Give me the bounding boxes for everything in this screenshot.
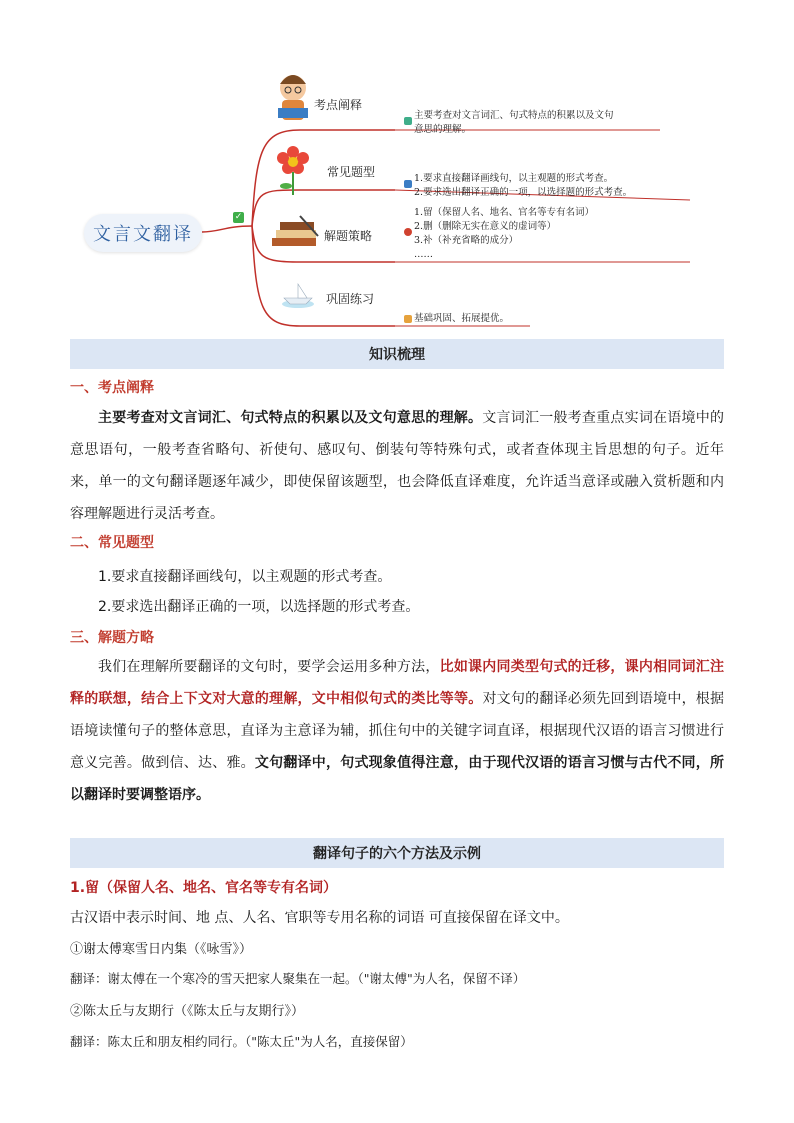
heading-celue: 三、解题方略 <box>70 630 154 646</box>
section-title-bar: 知识梳理 <box>70 339 724 369</box>
paper-boat-icon <box>282 284 314 308</box>
desc-line: 基础巩固、拓展提优。 <box>414 313 510 324</box>
paragraph-bold: 主要考查对文言词汇、句式特点的积累以及文句意思的理解。 <box>98 410 483 426</box>
checkbox-icon: ✓ <box>234 212 243 222</box>
paragraph-bold: 文句翻译中，句式现象值得注意，由于现代汉语的语言习惯与古代不同，所以翻译时要调整语序。 <box>70 755 724 803</box>
desc-line: 2.要求选出翻译正确的一项，以选择题的形式考查。 <box>414 187 633 198</box>
paragraph-text: 对文句的翻译必须先回到语境中，根据语境读懂句子的整体意思，直译为主意译为辅，抓住句中的关键字词直译，根据现代汉语的语言习惯进行意义完善。做到信、达、雅。 <box>70 691 725 771</box>
branch-marker-icon <box>404 315 412 323</box>
section-title-bar: 翻译句子的六个方法及示例 <box>70 838 724 868</box>
branch-label-kaodian: 考点阐释 <box>314 98 363 112</box>
desc-line: 主要考查对文言词汇、句式特点的积累以及文句 <box>414 110 614 121</box>
paragraph-text: 文言词汇一般考查重点实词在语境中的意思语句，一般考查省略句、祈使句、感叹句、倒装句等特殊句式，或者查体现主旨思想的句子。近年来，单一的文句翻译题逐年减少，即使保留该题型，也会降低直译难度，允许适当意译或融入赏析题和内容理解题进行灵活考查。 <box>70 410 725 522</box>
branch-desc-celue <box>414 206 594 262</box>
method-title: 1.留（保留人名、地名、官名等专有名词） <box>70 880 338 896</box>
branch-label-tixing: 常见题型 <box>327 165 376 179</box>
desc-line: 1.留（保留人名、地名、官名等专有名词） <box>414 207 595 218</box>
branch-marker-icon <box>404 180 412 188</box>
mind-map <box>0 0 794 340</box>
example-sentence: ②陈太丘与友期行（《陈太丘与友期行》） <box>70 1004 305 1019</box>
branch-desc-kaodian <box>414 109 614 137</box>
mindmap-root: 文言文翻译 <box>84 214 202 252</box>
example-sentence: ①谢太傅寒雪日内集（《咏雪》） <box>70 942 253 957</box>
heading-kaodian: 一、考点阐释 <box>70 380 154 396</box>
example-translation: 翻译：陈太丘和朋友相约同行。（"陈太丘"为人名，直接保留） <box>70 1034 413 1049</box>
branch-desc-tixing <box>414 172 632 200</box>
branch-marker-icon <box>404 117 412 125</box>
list-item: 1.要求直接翻译画线句，以主观题的形式考查。 <box>98 569 392 585</box>
flower-icon <box>277 146 309 195</box>
books-icon <box>272 216 318 246</box>
paragraph-highlight: 比如课内同类型句式的迁移，课内相同词汇注释的联想，结合上下文对大意的理解，文中相似句式的类比等等。 <box>70 659 725 707</box>
branch-label-celue: 解题策略 <box>324 229 373 243</box>
branch-label-lianxi: 巩固练习 <box>326 292 375 306</box>
paragraph-kaodian <box>70 402 724 530</box>
desc-line: …… <box>414 249 433 260</box>
desc-line: 1.要求直接翻译画线句，以主观题的形式考查。 <box>414 173 614 184</box>
mind-map-lines <box>0 0 794 340</box>
heading-tixing: 二、常见题型 <box>70 535 154 551</box>
method-desc: 古汉语中表示时间、地 点、人名、官职等专用名称的词语 可直接保留在译文中。 <box>70 910 569 926</box>
desc-line: 3.补（补充省略的成分） <box>414 235 519 246</box>
desc-line: 意思的理解。 <box>414 124 472 135</box>
desc-line: 2.删（删除无实在意义的虚词等） <box>414 221 557 232</box>
list-item: 2.要求选出翻译正确的一项，以选择题的形式考查。 <box>98 599 420 615</box>
branch-desc-lianxi <box>414 312 509 326</box>
boy-reading-icon <box>278 75 308 120</box>
example-translation: 翻译：谢太傅在一个寒冷的雪天把家人聚集在一起。（"谢太傅"为人名，保留不译） <box>70 971 526 986</box>
paragraph-celue <box>70 651 724 811</box>
paragraph-text: 我们在理解所要翻译的文句时，要学会运用多种方法， <box>98 659 440 675</box>
branch-marker-icon <box>404 228 412 236</box>
